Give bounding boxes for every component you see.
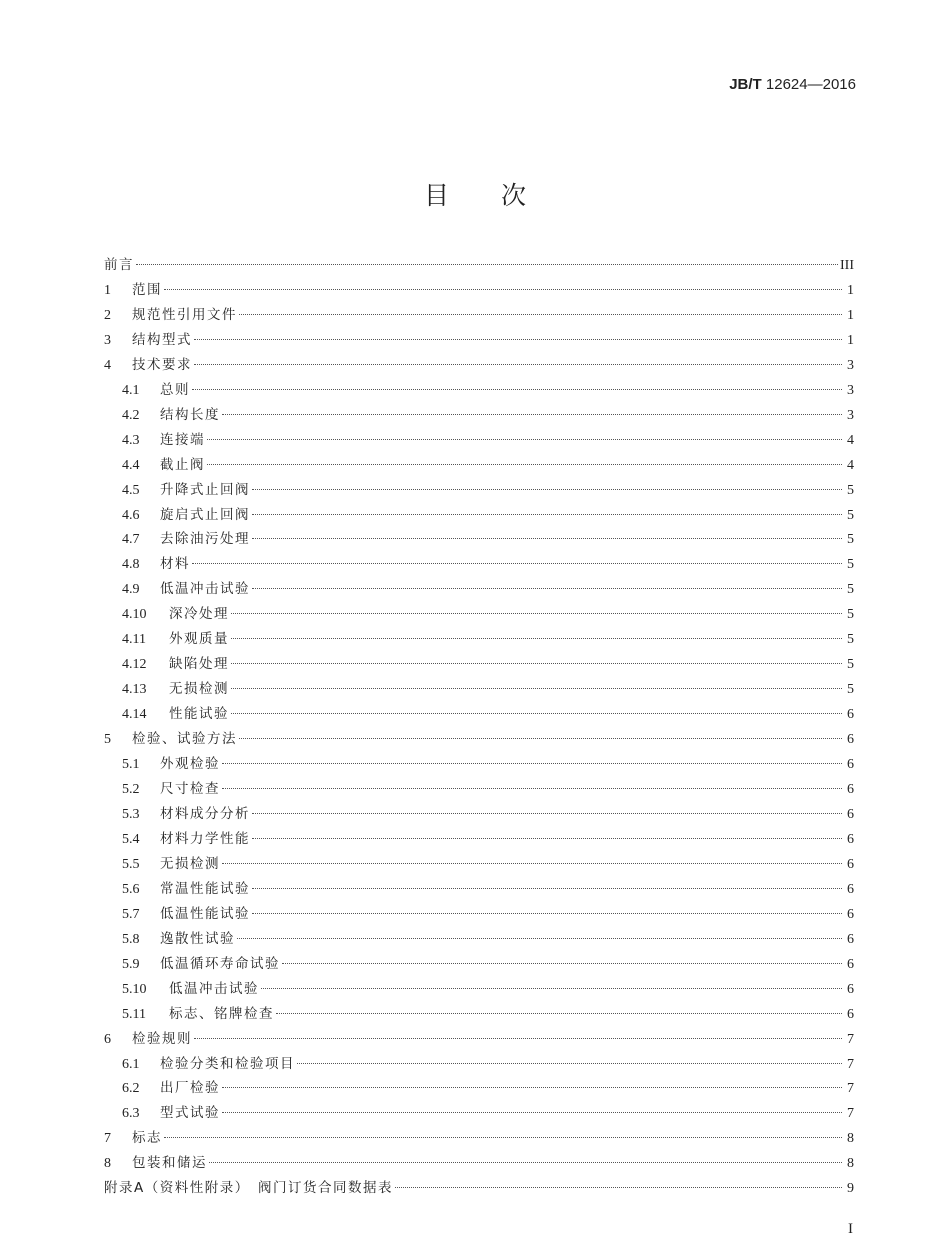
toc-entry-label: 旋启式止回阀	[160, 506, 250, 523]
toc-entry[interactable]	[104, 1151, 854, 1176]
toc-entry-label: 无损检测	[169, 681, 229, 698]
toc-entry[interactable]	[104, 478, 854, 503]
toc-dot-leader	[252, 888, 842, 889]
toc-entry[interactable]	[104, 1126, 854, 1151]
toc-entry-page: 6	[847, 931, 854, 947]
table-of-contents	[104, 253, 854, 1201]
toc-entry-page: 5	[847, 607, 854, 623]
toc-entry[interactable]	[104, 702, 854, 727]
toc-entry-page: 3	[847, 357, 854, 373]
toc-entry[interactable]	[104, 1101, 854, 1126]
toc-entry[interactable]	[104, 927, 854, 952]
toc-entry-number: 4.5	[122, 482, 140, 498]
toc-entry-number: 6	[104, 1031, 111, 1047]
toc-entry-label: 前言	[104, 257, 134, 273]
toc-entry-label: 低温循环寿命试验	[160, 955, 280, 972]
toc-entry[interactable]	[104, 428, 854, 453]
standard-number	[729, 76, 856, 93]
page-title: 目次	[423, 181, 578, 210]
toc-entry-page: 5	[847, 532, 854, 548]
toc-dot-leader	[207, 464, 842, 465]
toc-entry[interactable]	[104, 627, 854, 652]
toc-entry-label: 无损检测	[160, 855, 220, 872]
toc-dot-leader	[252, 489, 842, 490]
toc-entry[interactable]	[104, 902, 854, 927]
toc-entry-number: 4.14	[122, 707, 147, 723]
toc-entry-page: 5	[847, 482, 854, 498]
toc-entry[interactable]	[104, 328, 854, 353]
toc-entry-label: 范围	[132, 281, 162, 298]
toc-entry-page: III	[840, 258, 854, 273]
toc-dot-leader	[231, 613, 842, 614]
toc-entry-page: 6	[847, 732, 854, 748]
toc-entry-label: 检验分类和检验项目	[160, 1055, 295, 1072]
toc-entry-label: 性能试验	[169, 706, 229, 723]
toc-entry-page: 9	[847, 1181, 854, 1197]
toc-entry-number: 3	[104, 332, 111, 348]
toc-entry-number: 4.4	[122, 457, 140, 473]
toc-entry-label: 标志、铭牌检查	[169, 1005, 274, 1022]
toc-entry-label: 技术要求	[132, 356, 192, 373]
toc-entry[interactable]	[104, 527, 854, 552]
toc-entry-page: 4	[847, 432, 854, 448]
toc-entry-number: 7	[104, 1131, 111, 1147]
toc-entry-page: 6	[847, 856, 854, 872]
standard-code: 12624—2016	[765, 76, 856, 93]
toc-dot-leader	[222, 788, 842, 789]
toc-entry-label: 结构型式	[132, 331, 192, 348]
toc-entry-page: 6	[847, 906, 854, 922]
toc-entry-page: 1	[847, 332, 854, 348]
toc-dot-leader	[297, 1063, 842, 1064]
toc-dot-leader	[136, 264, 838, 265]
toc-entry-number: 4.13	[122, 682, 147, 698]
toc-dot-leader	[207, 439, 842, 440]
toc-entry-number: 4	[104, 357, 111, 373]
toc-dot-leader	[164, 289, 842, 290]
toc-entry[interactable]	[104, 378, 854, 403]
toc-entry-label: 升降式止回阀	[160, 481, 250, 498]
toc-entry-number: 5.5	[122, 856, 140, 872]
toc-entry-label: 截止阀	[160, 456, 205, 473]
toc-entry-label: 低温冲击试验	[160, 581, 250, 598]
toc-entry-label: 深冷处理	[169, 606, 229, 623]
toc-dot-leader	[222, 1087, 842, 1088]
toc-entry-number: 5.4	[122, 831, 140, 847]
toc-entry[interactable]	[104, 453, 854, 478]
toc-dot-leader	[237, 938, 842, 939]
toc-entry-number: 4.8	[122, 557, 140, 573]
toc-dot-leader	[192, 563, 842, 564]
toc-entry-label: 外观检验	[160, 756, 220, 773]
toc-dot-leader	[261, 988, 842, 989]
toc-entry[interactable]	[104, 652, 854, 677]
toc-entry-label: 附录A（资料性附录） 阀门订货合同数据表	[104, 1180, 393, 1197]
toc-dot-leader	[252, 913, 842, 914]
toc-entry-label: 外观质量	[169, 631, 229, 648]
toc-entry-page: 1	[847, 307, 854, 323]
toc-entry[interactable]	[104, 278, 854, 303]
toc-entry-label: 规范性引用文件	[132, 306, 237, 323]
toc-entry[interactable]	[104, 852, 854, 877]
toc-dot-leader	[252, 588, 842, 589]
toc-entry-page: 5	[847, 657, 854, 673]
toc-entry-label: 总则	[160, 381, 190, 398]
toc-entry-label: 材料	[160, 556, 190, 573]
toc-dot-leader	[252, 838, 842, 839]
toc-entry-page: 6	[847, 806, 854, 822]
toc-entry-number: 5.7	[122, 906, 140, 922]
toc-entry[interactable]	[104, 1176, 854, 1201]
toc-entry[interactable]	[104, 952, 854, 977]
toc-entry-number: 5.6	[122, 881, 140, 897]
toc-entry-page: 6	[847, 782, 854, 798]
toc-entry[interactable]	[104, 752, 854, 777]
toc-entry-label: 材料成分分析	[160, 805, 250, 822]
toc-entry-number: 5.3	[122, 806, 140, 822]
toc-entry[interactable]	[104, 253, 854, 278]
toc-entry-number: 4.10	[122, 607, 147, 623]
toc-entry-label: 逸散性试验	[160, 930, 235, 947]
toc-entry-label: 材料力学性能	[160, 830, 250, 847]
toc-entry-page: 7	[847, 1056, 854, 1072]
toc-entry-page: 1	[847, 282, 854, 298]
toc-entry[interactable]	[104, 1002, 854, 1027]
toc-entry-number: 4.12	[122, 657, 147, 673]
toc-entry-number: 5.1	[122, 757, 140, 773]
toc-entry-number: 5.2	[122, 782, 140, 798]
toc-entry[interactable]	[104, 303, 854, 328]
toc-entry-page: 6	[847, 956, 854, 972]
toc-dot-leader	[222, 1112, 842, 1113]
toc-entry[interactable]	[104, 677, 854, 702]
toc-dot-leader	[222, 763, 842, 764]
toc-dot-leader	[231, 638, 842, 639]
toc-dot-leader	[194, 339, 842, 340]
toc-entry-label: 低温冲击试验	[169, 980, 259, 997]
toc-entry-number: 4.2	[122, 407, 140, 423]
toc-dot-leader	[231, 688, 842, 689]
toc-dot-leader	[209, 1162, 842, 1163]
toc-entry[interactable]	[104, 1052, 854, 1077]
toc-entry-number: 4.7	[122, 532, 140, 548]
toc-entry-label: 检验、试验方法	[132, 731, 237, 748]
toc-entry-label: 包装和储运	[132, 1155, 207, 1172]
toc-entry[interactable]	[104, 552, 854, 577]
toc-entry-number: 6.2	[122, 1081, 140, 1097]
toc-entry-page: 8	[847, 1156, 854, 1172]
toc-entry-label: 出厂检验	[160, 1080, 220, 1097]
toc-dot-leader	[282, 963, 842, 964]
toc-dot-leader	[252, 813, 842, 814]
toc-entry[interactable]	[104, 727, 854, 752]
toc-entry-number: 1	[104, 282, 111, 298]
toc-entry-label: 尺寸检查	[160, 781, 220, 798]
toc-entry-number: 6.1	[122, 1056, 140, 1072]
toc-dot-leader	[164, 1137, 842, 1138]
toc-entry-label: 标志	[132, 1130, 162, 1147]
toc-entry-label: 连接端	[160, 431, 205, 448]
toc-entry-number: 4.11	[122, 632, 146, 648]
toc-entry-page: 5	[847, 507, 854, 523]
toc-entry-label: 缺陷处理	[169, 656, 229, 673]
toc-entry-page: 5	[847, 582, 854, 598]
toc-dot-leader	[194, 364, 842, 365]
toc-entry-page: 8	[847, 1131, 854, 1147]
toc-dot-leader	[239, 738, 842, 739]
toc-entry[interactable]	[104, 877, 854, 902]
toc-entry-number: 4.6	[122, 507, 140, 523]
toc-dot-leader	[231, 713, 842, 714]
toc-entry-number: 5.9	[122, 956, 140, 972]
toc-entry[interactable]	[104, 602, 854, 627]
page-number: I	[848, 1221, 853, 1237]
toc-entry-page: 6	[847, 757, 854, 773]
toc-entry[interactable]	[104, 503, 854, 528]
toc-dot-leader	[276, 1013, 842, 1014]
toc-dot-leader	[231, 663, 842, 664]
toc-entry-number: 5.8	[122, 931, 140, 947]
toc-entry-number: 2	[104, 307, 111, 323]
toc-entry-label: 结构长度	[160, 406, 220, 423]
toc-dot-leader	[222, 414, 842, 415]
toc-entry-label: 型式试验	[160, 1105, 220, 1122]
toc-entry[interactable]	[104, 1027, 854, 1052]
toc-entry-page: 5	[847, 632, 854, 648]
toc-dot-leader	[252, 514, 842, 515]
toc-entry-number: 4.1	[122, 382, 140, 398]
toc-entry-page: 3	[847, 382, 854, 398]
toc-dot-leader	[395, 1187, 842, 1188]
toc-entry[interactable]	[104, 353, 854, 378]
toc-dot-leader	[194, 1038, 842, 1039]
toc-entry-page: 7	[847, 1081, 854, 1097]
toc-entry-number: 4.3	[122, 432, 140, 448]
toc-entry-number: 8	[104, 1156, 111, 1172]
toc-entry-page: 6	[847, 831, 854, 847]
toc-entry-label: 低温性能试验	[160, 905, 250, 922]
toc-dot-leader	[252, 538, 842, 539]
toc-entry-label: 常温性能试验	[160, 880, 250, 897]
toc-entry[interactable]	[104, 777, 854, 802]
toc-entry-page: 6	[847, 981, 854, 997]
toc-entry-number: 6.3	[122, 1106, 140, 1122]
toc-entry[interactable]	[104, 977, 854, 1002]
toc-dot-leader	[222, 863, 842, 864]
toc-entry[interactable]	[104, 403, 854, 428]
toc-entry-page: 3	[847, 407, 854, 423]
toc-entry-page: 7	[847, 1031, 854, 1047]
toc-entry[interactable]	[104, 827, 854, 852]
standard-prefix: JB/T	[729, 76, 762, 93]
toc-entry[interactable]	[104, 1076, 854, 1101]
toc-entry-page: 6	[847, 1006, 854, 1022]
toc-entry-label: 检验规则	[132, 1030, 192, 1047]
toc-entry[interactable]	[104, 577, 854, 602]
toc-entry-number: 4.9	[122, 582, 140, 598]
toc-entry-page: 4	[847, 457, 854, 473]
toc-entry-page: 6	[847, 707, 854, 723]
toc-dot-leader	[239, 314, 842, 315]
toc-entry-number: 5.11	[122, 1006, 146, 1022]
toc-entry[interactable]	[104, 802, 854, 827]
toc-entry-page: 5	[847, 557, 854, 573]
toc-entry-number: 5.10	[122, 981, 147, 997]
toc-entry-label: 去除油污处理	[160, 531, 250, 548]
toc-entry-number: 5	[104, 732, 111, 748]
toc-entry-page: 5	[847, 682, 854, 698]
toc-entry-page: 6	[847, 881, 854, 897]
toc-dot-leader	[192, 389, 842, 390]
toc-entry-page: 7	[847, 1106, 854, 1122]
